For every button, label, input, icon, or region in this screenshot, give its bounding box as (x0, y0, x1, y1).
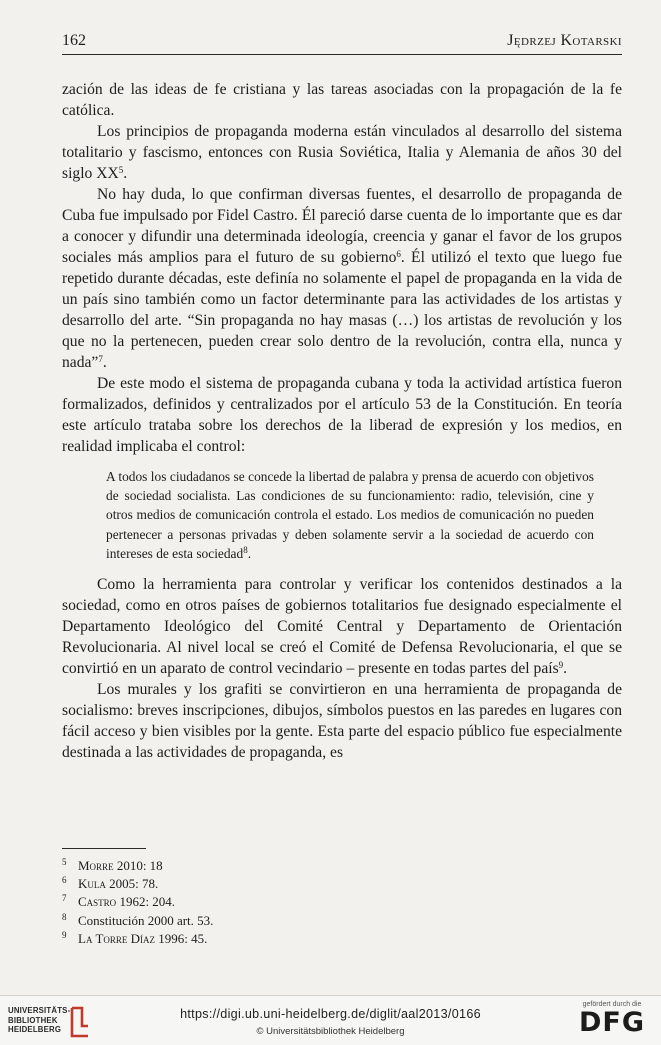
library-logo[interactable]: UNIVERSITÄTS- BIBLIOTHEK HEIDELBERG (8, 1004, 98, 1038)
footnote-ref-6[interactable]: 6 (396, 249, 401, 259)
paragraph-3: No hay duda, lo que confirman diversas fuentes, el desarrollo de propaganda de Cuba fue impulsado por Fidel Castro. Él pareció darse cuenta de lo importante que es dar a conocer y difundir una determinada ideología, creencia y ganar el favor de los grupos sociales más amplios para el futuro de su gobierno$^6$. Él utilizó el texto que luego fue repetido durante décadas, este definía no solamente el papel de propaganda en la vida de un país sino también como un factor determinante para las actividades de los artistas y desarrollo del arte. “Sin propaganda no hay masas (…) los artistas de revolución y los que no la pertenecen, pueden crear solo dentro de la revolución, contra ella, nunca y nada”$^7$. (62, 186, 622, 371)
footnotes (62, 857, 622, 948)
paragraph-6: Los murales y los grafiti se convirtieron en una herramienta de propaganda de socialismo: breves inscripciones, dibujos, símbolos puestos en las paredes en lugares con fácil acceso y bien visibles por la gente. Esta parte del espacio público fue especialmente destinada a las actividades de propaganda, es (62, 681, 622, 762)
running-header (62, 28, 622, 55)
paragraph-2: Los principios de propaganda moderna están vinculados al desarrollo del sistema totalitario y fascismo, entonces con Rusia Soviética, Italia y Alemania de años 30 del siglo $XX^5$. (62, 123, 622, 182)
footnote-8: 8 Constitución 2000 art. 53. (62, 911, 214, 928)
body-text (62, 79, 622, 763)
footnote-divider (62, 848, 146, 849)
copyright-notice: © Universitätsbibliothek Heidelberg (256, 1026, 405, 1037)
paragraph-1: zación de las ideas de fe cristiana y las tareas asociadas con la propagación de la fe católica. (62, 81, 622, 119)
footnote-ref-9[interactable]: 9 (558, 660, 564, 671)
footnote-5: 5 Morre 2010: 18 (62, 857, 163, 873)
paragraph-4: De este modo el sistema de propaganda cubana y toda la actividad artística fueron formalizados, definidos y centralizados por el artículo 53 de la Constitución. En teoría este artículo trataba sobre los derechos de la liberad de expresión y los medios, en realidad implicaba el control: (62, 375, 622, 455)
permalink-url[interactable]: https://digi.ub.uni-heidelberg.de/diglit/aal2013/0166 (180, 1007, 481, 1021)
block-quote: A todos los ciudadanos se concede la libertad de palabra y prensa de acuerdo con objetivos de sociedad socialista. Las condiciones de su funcionamiento: radio, televisión, cine y otros medios de comunicación controla el estado. Los medios de comunicación no pueden pertenecer a personas privadas y deben solamente servir a la sociedad de acuerdo con intereses de esta sociedad$^8$. (106, 469, 594, 561)
dfg-logo[interactable]: gefördert durch die DFG (578, 1001, 646, 1038)
footnote-6: 6 Kula 2005: 78. (62, 875, 159, 892)
footnote-ref-5[interactable]: 5 (118, 165, 124, 175)
running-head-author: Jędrzej Kotarski (507, 32, 622, 49)
footnote-ref-8[interactable]: 8 (243, 544, 248, 555)
viewer-footer (0, 995, 661, 1045)
footnote-7: 7 Castro 1962: 204. (62, 893, 176, 910)
footnote-ref-7[interactable]: 7 (98, 354, 103, 364)
paragraph-5: Como la herramienta para controlar y verificar los contenidos destinados a la sociedad, como en otros países de gobiernos totalitarios fue designado especialmente el Departamento Ideológico del Comité Central y Departamento de Orientación Revolucionaria. Al nivel local se creó el Comité de Defensa Revolucionaria, el que se convirtió en un aparato de control vecindario – presente en todas partes del país$^9$. (62, 576, 622, 678)
page-number: 162 (62, 32, 86, 49)
footnote-9: 9 La Torre Díaz 1996: 45. (62, 929, 208, 946)
